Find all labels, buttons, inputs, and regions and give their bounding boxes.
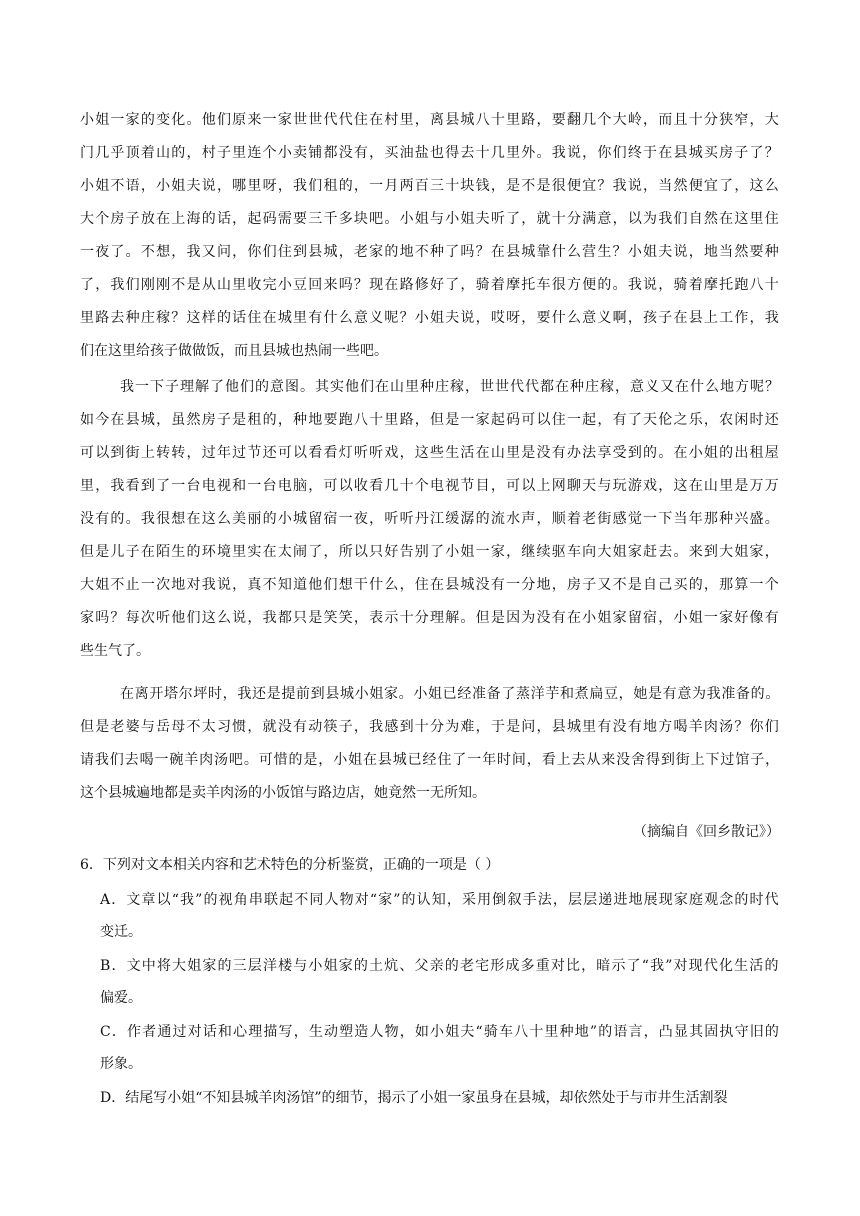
text-line: 们在这里给孩子做做饭，而且县城也热闹一些吧。 — [80, 343, 388, 359]
question-stem: 6．下列对文本相关内容和艺术特色的分析鉴赏，正确的一项是（ ） — [80, 857, 500, 873]
text-line: 大姐不止一次地对我说，真不知道他们想干什么，住在县城没有一分地，房子又不是自己买的，那算一个 — [80, 577, 780, 593]
text-line: 家吗？每次听他们这么说，我都只是笑笑，表示十分理解。但是因为没有在小姐家留宿，小姐一家好像有 — [80, 610, 780, 626]
text-line: 小姐一家的变化。他们原来一家世世代代住在村里，离县城八十里路，要翻几个大岭，而且十分狭窄，大 — [80, 112, 780, 128]
text-line: 这个县城遍地都是卖羊肉汤的小饭馆与路边店，她竟然一无所知。 — [80, 785, 486, 801]
option-text: C．作者通过对话和心理描写，生动塑造人物，如小姐夫“骑车八十里种地”的语言，凸显其固执守旧的 — [100, 1024, 781, 1040]
option-text: A．文章以“我”的视角串联起不同人物对“家”的认知，采用倒叙手法，层层递进地展现家庭观念的时代 — [100, 892, 780, 908]
option-text: D．结尾写小姐“不知县城羊肉汤馆”的细节，揭示了小姐一家虽身在县城，却依然处于与市井生活割裂 — [100, 1090, 728, 1106]
text-line: 但是儿子在陌生的环境里实在太闹了，所以只好告别了小姐一家，继续驱车向大姐家赶去。来到大姐家， — [80, 544, 780, 560]
text-line: 里，我看到了一台电视和一台电脑，可以收看几十个电视节目，可以上网聊天与玩游戏，这在山里是万万 — [80, 478, 780, 494]
text-line: 了，我们刚刚不是从山里收完小豆回来吗？现在路修好了，骑着摩托车很方便的。我说，骑着摩托跑八十 — [80, 277, 780, 293]
text-line: 小姐不语，小姐夫说，哪里呀，我们租的，一月两百三十块钱，是不是很便宜？我说，当然便宜了，这么 — [80, 178, 780, 194]
text-line: 但是老婆与岳母不太习惯，就没有动筷子，我感到十分为难，于是问，县城里有没有地方喝羊肉汤？你们 — [80, 719, 780, 735]
text-line: 大个房子放在上海的话，起码需要三千多块吧。小姐与小姐夫听了，就十分满意，以为我们自然在这里住 — [80, 211, 780, 227]
option-text: 形象。 — [100, 1056, 142, 1072]
option-text: 变迁。 — [100, 924, 142, 940]
text-line: 里路去种庄稼？这样的话住在城里有什么意义呢？小姐夫说，哎呀，要什么意义啊，孩子在县上工作，我 — [80, 310, 780, 326]
option-text: B．文中将大姐家的三层洋楼与小姐家的土炕、父亲的老宅形成多重对比，暗示了“我”对现代化生活的 — [100, 958, 780, 974]
text-line: 在离开塔尔坪时，我还是提前到县城小姐家。小姐已经准备了蒸洋芋和煮扁豆，她是有意为我准备的。 — [120, 686, 780, 702]
source-citation: （摘编自《回乡散记》） — [633, 824, 780, 840]
text-line: 请我们去喝一碗羊肉汤吧。可惜的是，小姐在县城已经住了一年时间，看上去从来没舍得到街上下过馆子， — [80, 752, 780, 768]
text-line: 可以到街上转转，过年过节还可以看看灯听听戏，这些生活在山里是没有办法享受到的。在小姐的出租屋 — [80, 445, 780, 461]
text-line: 一夜了。不想，我又问，你们住到县城，老家的地不种了吗？在县城靠什么营生？小姐夫说，地当然要种 — [80, 244, 780, 260]
text-line: 如今在县城，虽然房子是租的，种地要跑八十里路，但是一家起码可以住一起，有了天伦之乐，农闲时还 — [80, 412, 780, 428]
option-text: 偏爱。 — [100, 990, 142, 1006]
text-line: 我一下子理解了他们的意图。其实他们在山里种庄稼，世世代代都在种庄稼，意义又在什么地方呢？ — [120, 379, 780, 395]
text-line: 些生气了。 — [80, 643, 150, 659]
text-line: 门几乎顶着山的，村子里连个小卖铺都没有，买油盐也得去十几里外。我说，你们终于在县城买房子了？ — [80, 145, 780, 161]
text-line: 没有的。我很想在这么美丽的小城留宿一夜，听听丹江缓潺的流水声，顺着老街感觉一下当年那种兴盛。 — [80, 511, 780, 527]
